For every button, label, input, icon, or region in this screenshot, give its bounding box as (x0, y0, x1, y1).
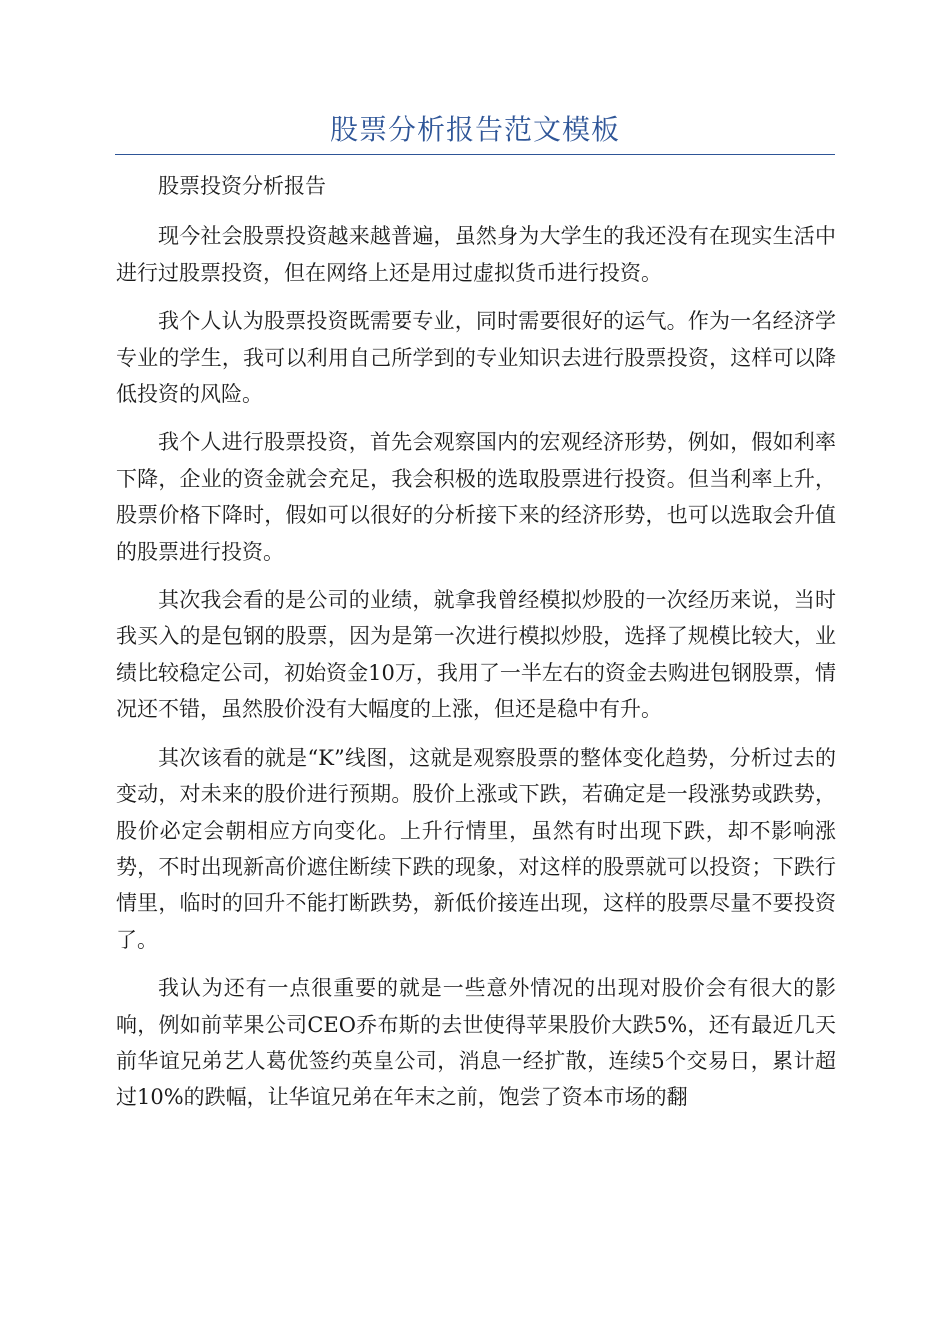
paragraph-1: 现今社会股票投资越来越普遍，虽然身为大学生的我还没有在现实生活中进行过股票投资，但在网络上还是用过虚拟货币进行投资。 (116, 224, 836, 285)
paragraph-4: 其次我会看的是公司的业绩，就拿我曾经模拟炒股的一次经历来说，当时我买入的是包钢的股票，因为是第一次进行模拟炒股，选择了规模比较大，业绩比较稳定公司，初始资金10万，我用了一半左右的资金去购进包钢股票，情况还不错，虽然股价没有大幅度的上涨，但还是稳中有升。 (116, 588, 836, 722)
paragraph-5: 其次该看的就是“K”线图，这就是观察股票的整体变化趋势，分析过去的变动，对未来的股价进行预期。股价上涨或下跌，若确定是一段涨势或跌势，股价必定会朝相应方向变化。上升行情里，虽然有时出现下跌，却不影响涨势，不时出现新高价遮住断续下跌的现象，对这样的股票就可以投资；下跌行情里，临时的回升不能打断跌势，新低价接连出现，这样的股票尽量不要投资了。 (116, 745, 836, 952)
document-title: 股票分析报告范文模板 (329, 113, 620, 146)
paragraph-2: 我个人认为股票投资既需要专业，同时需要很好的运气。作为一名经济学专业的学生，我可以利用自己所学到的专业知识去进行股票投资，这样可以降低投资的风险。 (116, 309, 836, 407)
title-underline (115, 154, 835, 155)
document-body (116, 168, 836, 1128)
section-heading: 股票投资分析报告 (158, 174, 326, 198)
paragraph-6: 我认为还有一点很重要的就是一些意外情况的出现对股价会有很大的影响，例如前苹果公司CEO乔布斯的去世使得苹果股价大跌5%，还有最近几天前华谊兄弟艺人葛优签约英皇公司，消息一经扩散，连续5个交易日，累计超过10%的跌幅，让华谊兄弟在年末之前，饱尝了资本市场的翻 (116, 976, 836, 1110)
paragraph-3: 我个人进行股票投资，首先会观察国内的宏观经济形势，例如，假如利率下降，企业的资金就会充足，我会积极的选取股票进行投资。但当利率上升，股票价格下降时，假如可以很好的分析接下来的经济形势，也可以选取会升值的股票进行投资。 (116, 430, 836, 564)
